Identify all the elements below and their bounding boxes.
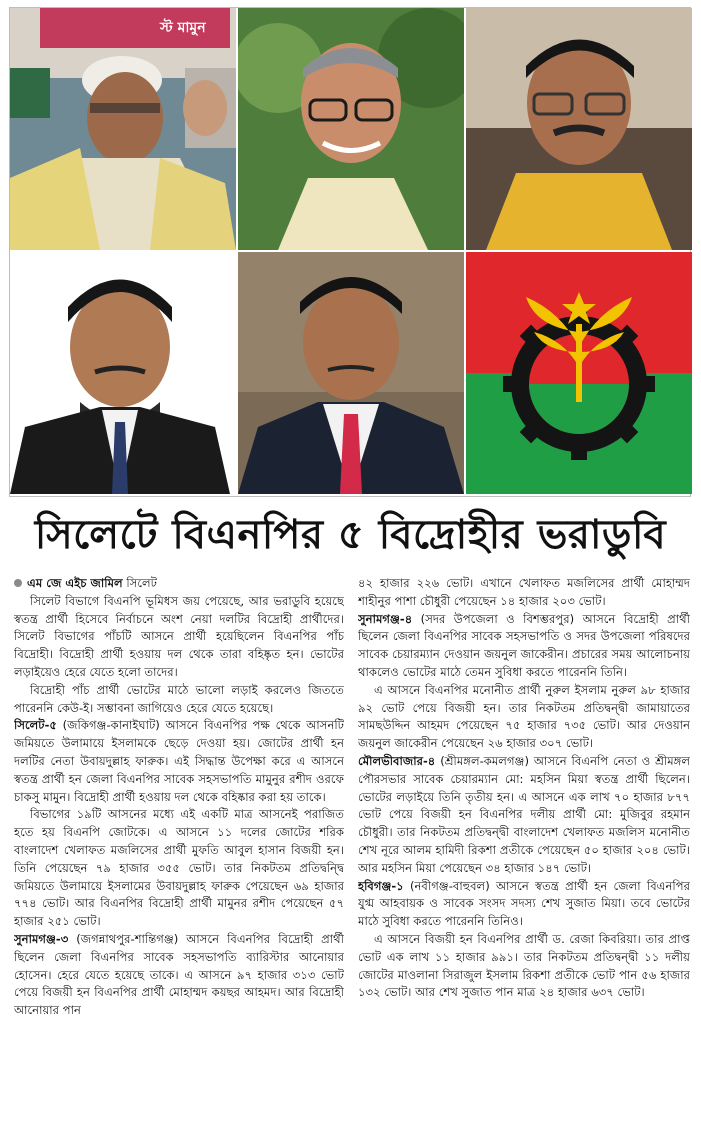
candidate-photo-3	[466, 8, 692, 250]
paragraph: বিদ্রোহী পাঁচ প্রার্থী ভোটের মাঠে ভালো লড়াই করলেও জিততে পারেননি কেউ-ই। সম্ভাবনা জাগিয়েও হেরে যেতে হয়েছে।	[14, 682, 344, 715]
candidate-photo-1	[10, 8, 236, 250]
author-name: এম জে এইচ জামিল	[27, 576, 123, 590]
paragraph: সিলেট বিভাগে বিএনপি ভূমিধস জয় পেয়েছে, আর ভরাডুবি হয়েছে স্বতন্ত্র প্রার্থী হিসেবে নির্বাচনে অংশ নেয়া দলটির বিদ্রোহী প্রার্থীদের। সিলেট বিভাগের পাঁচটি আসনে প্রার্থী হয়েছিলেন বিএনপির পাঁচ বিদ্রোহী। বিদ্রোহী প্রার্থী হওয়ায় দল থেকে তারা বহিষ্কৃত হন। ভোটের লড়াইয়েও হেরে যেতে হলো তাদের।	[14, 593, 344, 679]
paragraph: বিভাগের ১৯টি আসনের মধ্যে এই একটি মাত্র আসনেই পরাজিত হতে হয় বিএনপি জোটকে। এ আসনে ১১ দলের জোটের শরিক বাংলাদেশ খেলাফত মজলিসের প্রার্থী মুফতি আবুল হাসান বিজয়ী হন। তিনি পেয়েছেন ৭৯ হাজার ৩৫৫ ভোট। তার নিকটতম প্রতিদ্বন্দ্বি জমিয়তে উলামায়ে ইসলামের উবায়দুল্লাহ ফারুক পেয়েছেন ৬৯ হাজার ৭৭৪ ভোট। আর বিএনপির বিদ্রোহী প্রার্থী মামুনর রশীদ পেয়েছেন ৫৭ হাজার ২৫১ ভোট।	[14, 807, 344, 929]
paragraph: সুনামগঞ্জ-৪ (সদর উপজেলা ও বিশম্ভরপুর) আসনে বিদ্রোহী প্রার্থী ছিলেন জেলা বিএনপির সাবেক সহসভাপতি ও সদর উপজেলা পরিষদের সাবেক চেয়ারম্যান দেওয়ান জয়নুল জাকেরীন। প্রচারের সময় আলোচনায় থাকলেও ভোটের মাঠে তেমন সুবিধা করতে পারেননি তিনি।	[358, 611, 690, 679]
candidate-photo-4	[10, 252, 236, 494]
photo-collage	[9, 7, 691, 497]
right-column	[358, 575, 690, 1135]
headline: সিলেটে বিএনপির ৫ বিদ্রোহীর ভরাডুবি	[34, 511, 667, 558]
paragraph: ৪২ হাজার ২২৬ ভোট। এখানে খেলাফত মজলিসের প্রার্থী মোহাম্মদ শাহীনুর পাশা চৌধুরী পেয়েছেন ১৪ হাজার ২০৩ ভোট।	[358, 576, 690, 608]
constituency-label: সুনামগঞ্জ-৪	[358, 611, 413, 626]
constituency-label: সুনামগঞ্জ-৩	[14, 931, 69, 946]
paragraph: হবিগঞ্জ-১ (নবীগঞ্জ-বাহুবল) আসনে স্বতন্ত্র প্রার্থী হন জেলা বিএনপির যুগ্ম আহবায়ক ও সাবেক সংসদ সদস্য শেখ সুজাত মিয়া। তবে ভোটের মাঠে সুবিধা করতে পারেননি তিনিও।	[358, 878, 690, 929]
svg-text:স্ট মামুন: স্ট মামুন	[160, 20, 206, 36]
byline	[14, 575, 344, 593]
constituency-label: মৌলভীবাজার-৪	[358, 753, 436, 768]
article-body	[14, 575, 690, 1135]
left-column	[14, 575, 344, 1135]
constituency-label: হবিগঞ্জ-১	[358, 878, 404, 893]
paragraph: সুনামগঞ্জ-৩ (জগন্নাথপুর-শান্তিগঞ্জ) আসনে বিএনপির বিদ্রোহী প্রার্থী ছিলেন জেলা বিএনপির সাবেক সহসভাপতি ব্যারিস্টার আনোয়ার হোসেন। হেরে যেতে হয়েছে তাকে। এ আসনে ৯৭ হাজার ৩১৩ ভোট পেয়ে বিজয়ী হন বিএনপির প্রার্থী মোহাম্মদ কয়ছর আহমদ। আর বিদ্রোহী আনোয়ার পান	[14, 931, 344, 1018]
paragraph: মৌলভীবাজার-৪ (শ্রীমঙ্গল-কমলগঞ্জ) আসনে বিএনপি নেতা ও শ্রীমঙ্গল পৌরসভার সাবেক চেয়ারম্যান মো: মহসিন মিয়া স্বতন্ত্র প্রার্থী ছিলেন। ভোটের লড়াইয়ে তিনি তৃতীয় হন। এ আসনে এক লাখ ৭০ হাজার ৮৭৭ ভোট পেয়ে বিজয়ী হন বিএনপির দলীয় প্রার্থী মো: মুজিবুর রহমান চৌধুরী। তার নিকটতম প্রতিদ্বন্দ্বী বাংলাদেশ খেলাফত মজলিস মনোনীত শেখ নূরে আলম হামিদী রিকশা প্রতীকে পেয়েছেন ৫০ হাজার ২০৪ ভোট। আর মহসিন মিয়া পেয়েছেন ৩৪ হাজার ১৪৭ ভোট।	[358, 753, 690, 875]
bullet-icon	[14, 579, 22, 587]
paragraph: সিলেট-৫ (জকিগঞ্জ-কানাইঘাট) আসনে বিএনপির পক্ষ থেকে আসনটি জমিয়তে উলামায়ে ইসলামকে ছেড়ে দেওয়া হয়। জোটের প্রার্থী হন দলটির নেতা উবায়দুল্লাহ ফারুক। এই সিদ্ধান্ত উপেক্ষা করে এ আসনে স্বতন্ত্র প্রার্থী হন জেলা বিএনপির সাবেক সহসভাপতি মামুনুর রশীদ ওরফে চাকসু মামুন। বিদ্রোহী প্রার্থী হওয়ায় দল থেকে বহিষ্কার করা হয় তাকে।	[14, 718, 344, 804]
candidate-photo-5	[238, 252, 464, 494]
paragraph: এ আসনে বিএনপির মনোনীত প্রার্থী নুরুল ইসলাম নুরুল ৯৮ হাজার ৯২ ভোট পেয়ে বিজয়ী হন। তার নিকটতম প্রতিদ্বন্দ্বী জামায়াতের সামছউদ্দিন আহমদ পেয়েছেন ৭৫ হাজার ৭৩৫ ভোট। আর দেওয়ান জয়নুল জাকেরীন পেয়েছেন ২৬ হাজার ৩০৭ ভোট।	[358, 682, 690, 751]
byline-location: সিলেট	[126, 576, 157, 590]
party-flag	[466, 252, 692, 494]
candidate-photo-2	[238, 8, 464, 250]
constituency-label: সিলেট-৫	[14, 718, 57, 733]
paragraph: এ আসনে বিজয়ী হন বিএনপির প্রার্থী ড. রেজা কিবরিয়া। তার প্রাপ্ত ভোট এক লাখ ১১ হাজার ৯৯১। তার নিকটতম প্রতিদ্বন্দ্বী ১১ দলীয় জোটের মাওলানা সিরাজুল ইসলাম রিকশা প্রতীকে ভোট পান ৫৬ হাজার ১৩২ ভোট। আর শেখ সুজাত পান মাত্র ২৪ হাজার ৬৩৭ ভোট।	[358, 931, 690, 1000]
